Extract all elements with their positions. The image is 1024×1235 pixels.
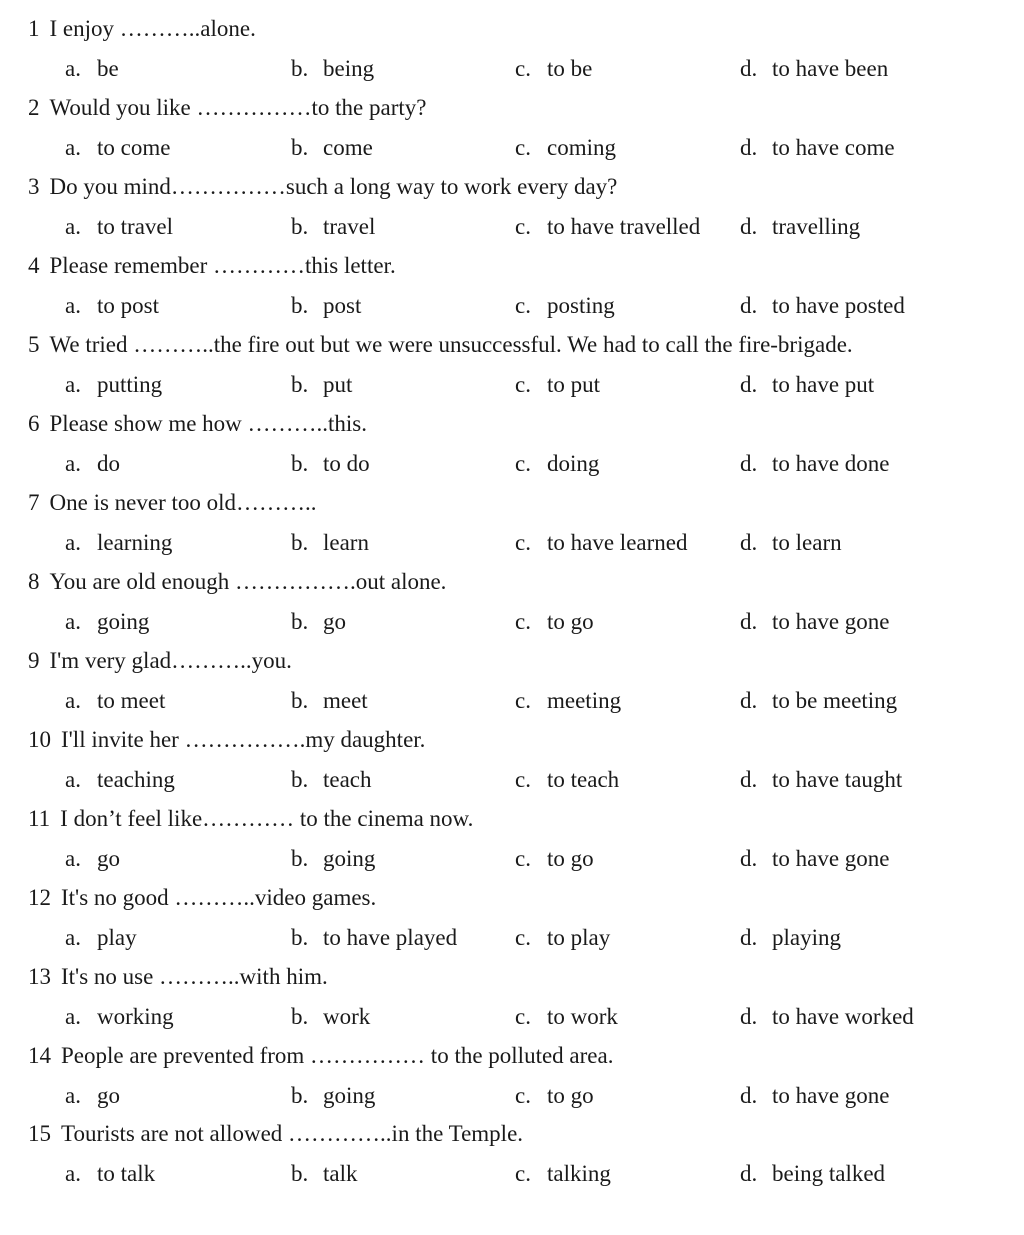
question-5 <box>0 329 1000 408</box>
option-letter: a. <box>65 530 81 555</box>
option-c <box>515 211 700 243</box>
question-stem <box>28 1118 523 1150</box>
option-letter: c. <box>515 846 531 871</box>
question-text: Please show me how ………..this. <box>49 411 368 436</box>
question-stem <box>28 13 256 45</box>
question-number: 4 <box>28 253 40 278</box>
option-d <box>740 764 902 796</box>
option-text: do <box>97 451 120 476</box>
option-a <box>65 211 173 243</box>
question-number: 15 <box>28 1121 51 1146</box>
option-letter: b. <box>291 1083 309 1108</box>
option-c <box>515 1080 594 1112</box>
option-d <box>740 527 842 559</box>
option-text: working <box>97 1004 174 1029</box>
question-stem <box>28 171 617 203</box>
option-c <box>515 1158 611 1190</box>
option-text: work <box>323 1004 371 1029</box>
option-text: meet <box>323 688 368 713</box>
question-10 <box>0 724 1000 803</box>
option-b <box>291 132 373 164</box>
option-letter: a. <box>65 925 81 950</box>
option-text: doing <box>547 451 600 476</box>
question-number: 6 <box>28 411 40 436</box>
option-a <box>65 448 120 480</box>
option-letter: c. <box>515 214 531 239</box>
option-text: being talked <box>772 1161 886 1186</box>
option-letter: b. <box>291 293 309 318</box>
question-12 <box>0 882 1000 961</box>
option-text: be <box>97 56 119 81</box>
question-number: 10 <box>28 727 51 752</box>
option-letter: a. <box>65 372 81 397</box>
option-d <box>740 685 897 717</box>
option-letter: a. <box>65 1004 81 1029</box>
question-stem <box>28 250 396 282</box>
option-c <box>515 53 592 85</box>
question-9 <box>0 645 1000 724</box>
option-letter: d. <box>740 451 758 476</box>
option-text: to have travelled <box>547 214 701 239</box>
option-letter: a. <box>65 56 81 81</box>
option-text: learning <box>97 530 173 555</box>
option-c <box>515 685 621 717</box>
option-letter: d. <box>740 214 758 239</box>
option-b <box>291 211 375 243</box>
option-text: to have come <box>772 135 895 160</box>
question-text: I enjoy ………..alone. <box>49 16 256 41</box>
question-stem <box>28 882 376 914</box>
option-b <box>291 369 352 401</box>
option-letter: c. <box>515 1161 531 1186</box>
option-b <box>291 606 346 638</box>
question-15 <box>0 1118 1000 1197</box>
option-text: play <box>97 925 137 950</box>
option-c <box>515 369 600 401</box>
option-letter: a. <box>65 135 81 160</box>
option-text: talk <box>323 1161 358 1186</box>
option-letter: a. <box>65 1161 81 1186</box>
option-b <box>291 1080 375 1112</box>
question-stem <box>28 566 446 598</box>
question-number: 7 <box>28 490 40 515</box>
option-c <box>515 132 616 164</box>
option-b <box>291 685 368 717</box>
option-d <box>740 1001 914 1033</box>
option-text: to go <box>547 609 594 634</box>
question-1 <box>0 13 1000 92</box>
question-number: 5 <box>28 332 40 357</box>
option-d <box>740 1158 885 1190</box>
option-letter: b. <box>291 1004 309 1029</box>
option-letter: d. <box>740 609 758 634</box>
option-d <box>740 843 890 875</box>
option-letter: c. <box>515 451 531 476</box>
option-letter: b. <box>291 530 309 555</box>
option-b <box>291 448 370 480</box>
option-d <box>740 369 874 401</box>
question-11 <box>0 803 1000 882</box>
option-letter: b. <box>291 372 309 397</box>
option-text: to go <box>547 846 594 871</box>
option-text: to put <box>547 372 601 397</box>
question-stem <box>28 408 367 440</box>
option-c <box>515 290 615 322</box>
option-letter: c. <box>515 1004 531 1029</box>
option-d <box>740 448 890 480</box>
option-letter: d. <box>740 925 758 950</box>
option-a <box>65 1158 155 1190</box>
option-text: to be <box>547 56 593 81</box>
option-text: playing <box>772 925 841 950</box>
option-b <box>291 1001 370 1033</box>
option-letter: a. <box>65 214 81 239</box>
option-a <box>65 764 175 796</box>
option-letter: b. <box>291 767 309 792</box>
question-number: 1 <box>28 16 40 41</box>
option-text: to travel <box>97 214 173 239</box>
option-a <box>65 132 170 164</box>
option-b <box>291 922 457 954</box>
option-letter: d. <box>740 530 758 555</box>
option-text: learn <box>323 530 369 555</box>
option-a <box>65 685 165 717</box>
option-letter: c. <box>515 372 531 397</box>
option-letter: d. <box>740 688 758 713</box>
option-letter: a. <box>65 609 81 634</box>
option-text: travel <box>323 214 376 239</box>
option-letter: b. <box>291 925 309 950</box>
option-text: travelling <box>772 214 861 239</box>
option-c <box>515 606 594 638</box>
option-c <box>515 843 594 875</box>
option-text: to meet <box>97 688 166 713</box>
option-text: to have taught <box>772 767 903 792</box>
question-stem <box>28 487 317 519</box>
option-d <box>740 53 888 85</box>
question-number: 9 <box>28 648 40 673</box>
option-b <box>291 53 374 85</box>
option-letter: a. <box>65 1083 81 1108</box>
option-a <box>65 1080 120 1112</box>
question-stem <box>28 803 473 835</box>
option-letter: c. <box>515 609 531 634</box>
option-text: to have gone <box>772 846 890 871</box>
option-a <box>65 53 119 85</box>
option-b <box>291 764 372 796</box>
option-text: coming <box>547 135 616 160</box>
option-d <box>740 922 841 954</box>
option-letter: b. <box>291 846 309 871</box>
option-text: to go <box>547 1083 594 1108</box>
option-letter: d. <box>740 56 758 81</box>
option-letter: a. <box>65 293 81 318</box>
option-text: to have worked <box>772 1004 914 1029</box>
option-text: to have learned <box>547 530 688 555</box>
option-text: to talk <box>97 1161 156 1186</box>
question-number: 12 <box>28 885 51 910</box>
option-d <box>740 1080 890 1112</box>
question-number: 8 <box>28 569 40 594</box>
option-b <box>291 843 375 875</box>
option-text: come <box>323 135 373 160</box>
question-number: 14 <box>28 1043 51 1068</box>
option-letter: c. <box>515 925 531 950</box>
option-a <box>65 1001 174 1033</box>
option-text: putting <box>97 372 163 397</box>
question-text: I'm very glad………..you. <box>49 648 292 673</box>
option-letter: c. <box>515 293 531 318</box>
question-stem <box>28 724 425 756</box>
question-stem <box>28 961 328 993</box>
option-letter: a. <box>65 451 81 476</box>
option-letter: c. <box>515 688 531 713</box>
question-13 <box>0 961 1000 1040</box>
option-text: to have been <box>772 56 889 81</box>
option-text: post <box>323 293 362 318</box>
question-stem <box>28 1040 613 1072</box>
option-text: go <box>323 609 346 634</box>
option-letter: b. <box>291 609 309 634</box>
question-text: You are old enough …………….out alone. <box>49 569 447 594</box>
option-letter: c. <box>515 530 531 555</box>
question-text: We tried ………..the fire out but we were unsuccessful. We had to call the fire-brigade. <box>49 332 853 357</box>
option-b <box>291 527 369 559</box>
option-letter: a. <box>65 767 81 792</box>
option-text: to have posted <box>772 293 905 318</box>
question-2 <box>0 92 1000 171</box>
question-4 <box>0 250 1000 329</box>
option-text: going <box>97 609 150 634</box>
option-text: go <box>97 1083 120 1108</box>
option-letter: b. <box>291 688 309 713</box>
option-text: to teach <box>547 767 620 792</box>
option-text: to work <box>547 1004 618 1029</box>
option-letter: d. <box>740 1161 758 1186</box>
option-d <box>740 132 895 164</box>
question-14 <box>0 1040 1000 1119</box>
option-letter: c. <box>515 56 531 81</box>
option-d <box>740 211 860 243</box>
option-letter: a. <box>65 846 81 871</box>
question-text: Please remember …………this letter. <box>49 253 396 278</box>
option-letter: b. <box>291 214 309 239</box>
option-text: to be meeting <box>772 688 898 713</box>
option-text: to post <box>97 293 159 318</box>
option-letter: d. <box>740 846 758 871</box>
option-a <box>65 527 172 559</box>
option-c <box>515 1001 618 1033</box>
option-text: to have gone <box>772 609 890 634</box>
question-stem <box>28 645 292 677</box>
option-text: teach <box>323 767 372 792</box>
option-text: to have gone <box>772 1083 890 1108</box>
option-text: to come <box>97 135 171 160</box>
question-stem <box>28 329 853 361</box>
option-letter: d. <box>740 372 758 397</box>
question-text: I'll invite her …………….my daughter. <box>61 727 426 752</box>
option-text: being <box>323 56 375 81</box>
option-a <box>65 922 137 954</box>
option-text: going <box>323 1083 376 1108</box>
option-letter: d. <box>740 1083 758 1108</box>
question-text: One is never too old……….. <box>49 490 317 515</box>
option-letter: d. <box>740 767 758 792</box>
question-7 <box>0 487 1000 566</box>
option-b <box>291 290 361 322</box>
option-text: to have played <box>323 925 458 950</box>
option-c <box>515 448 599 480</box>
option-text: go <box>97 846 120 871</box>
option-text: meeting <box>547 688 622 713</box>
question-text: People are prevented from …………… to the polluted area. <box>61 1043 614 1068</box>
option-text: teaching <box>97 767 175 792</box>
option-letter: b. <box>291 56 309 81</box>
option-text: to do <box>323 451 370 476</box>
question-text: It's no good ………..video games. <box>61 885 377 910</box>
question-text: Would you like ……………to the party? <box>49 95 427 120</box>
option-letter: c. <box>515 1083 531 1108</box>
option-letter: c. <box>515 767 531 792</box>
question-text: It's no use ………..with him. <box>61 964 328 989</box>
option-text: put <box>323 372 353 397</box>
question-text: Tourists are not allowed …………..in the Temple. <box>61 1121 524 1146</box>
question-3 <box>0 171 1000 250</box>
question-number: 3 <box>28 174 40 199</box>
option-a <box>65 606 149 638</box>
option-a <box>65 290 159 322</box>
option-d <box>740 606 890 638</box>
option-d <box>740 290 905 322</box>
option-a <box>65 369 162 401</box>
option-text: going <box>323 846 376 871</box>
option-text: to have done <box>772 451 890 476</box>
option-c <box>515 922 610 954</box>
option-letter: d. <box>740 293 758 318</box>
question-number: 13 <box>28 964 51 989</box>
option-c <box>515 764 619 796</box>
question-number: 2 <box>28 95 40 120</box>
option-letter: b. <box>291 135 309 160</box>
question-stem <box>28 92 426 124</box>
option-text: to learn <box>772 530 842 555</box>
option-letter: a. <box>65 688 81 713</box>
question-text: Do you mind……………such a long way to work every day? <box>49 174 618 199</box>
question-8 <box>0 566 1000 645</box>
option-text: to play <box>547 925 611 950</box>
option-letter: d. <box>740 1004 758 1029</box>
question-6 <box>0 408 1000 487</box>
option-a <box>65 843 120 875</box>
option-letter: b. <box>291 1161 309 1186</box>
question-text: I don’t feel like………… to the cinema now. <box>60 806 474 831</box>
option-text: to have put <box>772 372 875 397</box>
option-c <box>515 527 687 559</box>
option-letter: b. <box>291 451 309 476</box>
question-number: 11 <box>28 806 51 831</box>
option-letter: c. <box>515 135 531 160</box>
option-text: posting <box>547 293 615 318</box>
option-b <box>291 1158 358 1190</box>
option-text: talking <box>547 1161 611 1186</box>
option-letter: d. <box>740 135 758 160</box>
